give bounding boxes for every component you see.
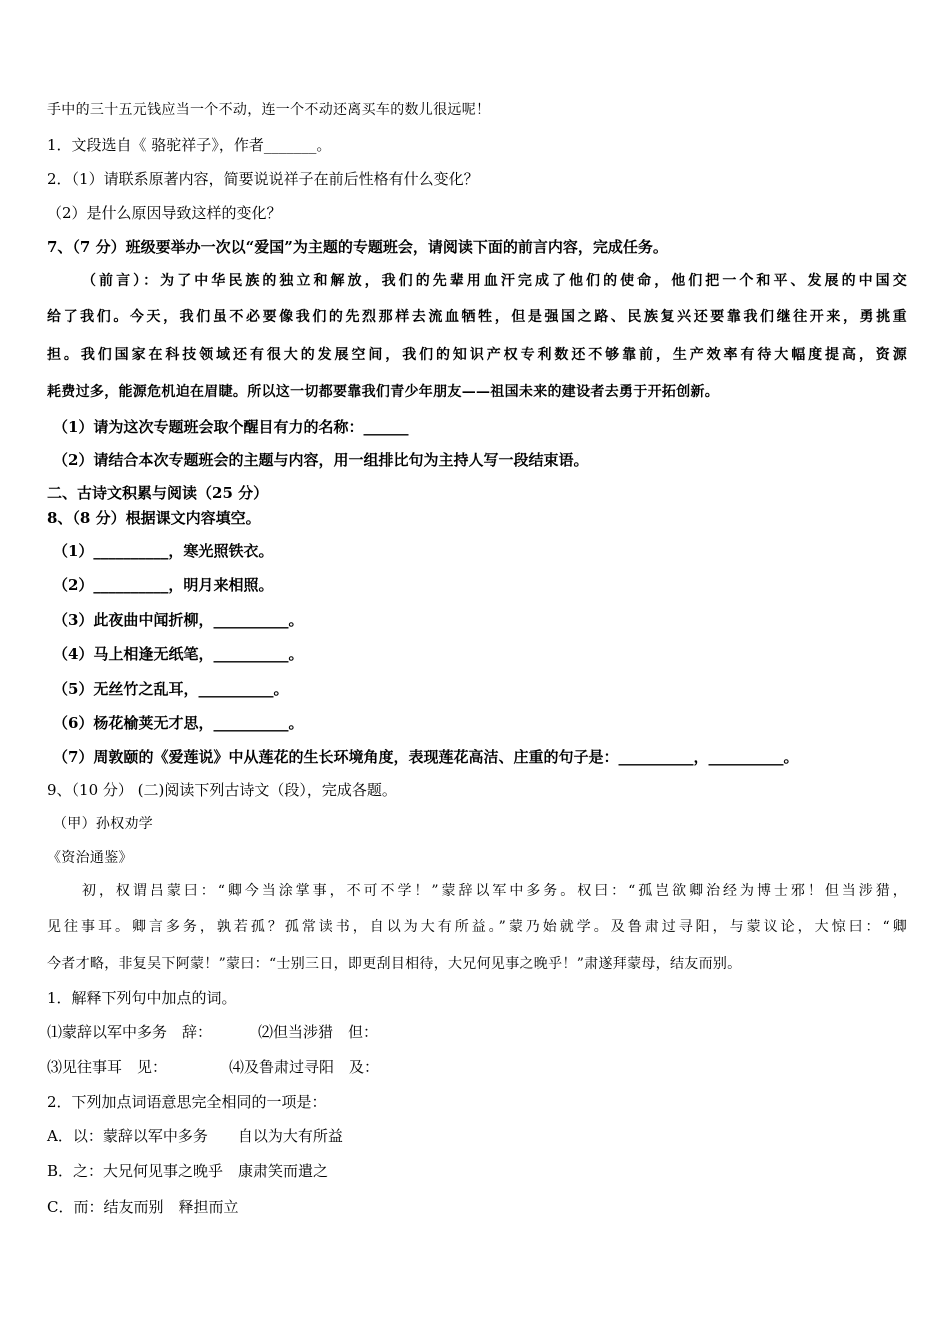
text-source: 《资治通鉴》: [47, 850, 133, 866]
question-9-heading: 9、（10 分） (二)阅读下列古诗文（段），完成各题。: [47, 781, 397, 799]
section-2-heading: 二、古诗文积累与阅读（25 分）: [47, 484, 269, 502]
sub-question-1: 1．解释下列句中加点的词。: [47, 989, 237, 1007]
question-8-item-3: （3）此夜曲中闻折柳，__________。: [53, 611, 304, 629]
question-8-item-4: （4）马上相逢无纸笔，__________。: [53, 645, 304, 663]
sub-question-1-row-1: [47, 1021, 907, 1043]
classical-text-line-1: 初，权谓吕蒙曰：“卿今当涂掌事，不可不学！”蒙辞以军中多务。权曰：“孤岂欲卿治经为博士邪！但当涉猎，: [82, 883, 907, 899]
option-c: C．而：结友而别 释担而立: [47, 1198, 239, 1216]
question-8-heading: 8、（8 分）根据课文内容填空。: [47, 509, 261, 527]
option-b: B．之：大兄何见事之晚乎 康肃笑而遣之: [47, 1162, 329, 1180]
sub-question-2: 2．下列加点词语意思完全相同的一项是：: [47, 1093, 327, 1111]
question-8-item-7: （7）周敦颐的《爱莲说》中从莲花的生长环境角度，表现莲花高洁、庄重的句子是：__________，__________。: [53, 748, 799, 766]
classical-text-line-2: 见往事耳。卿言多务，孰若孤？孤常读书，自以为大有所益。”蒙乃始就学。及鲁肃过寻阳，与蒙议论，大惊曰：“卿: [47, 919, 907, 935]
sub-question-1-row-2: [47, 1056, 907, 1078]
question-7-task-2: （2）请结合本次专题班会的主题与内容，用一组排比句为主持人写一段结束语。: [53, 451, 589, 469]
question-7-task-1: （1）请为这次专题班会取个醒目有力的名称：______: [53, 418, 409, 436]
preface-line-4: 耗费过多，能源危机迫在眉睫。所以这一切都要靠我们青少年朋友——祖国未来的建设者去勇于开拓创新。: [47, 384, 720, 400]
preface-line-2: 给了我们。今天，我们虽不必要像我们的先烈那样去流血牺牲，但是强国之路、民族复兴还要靠我们继往开来，勇挑重: [47, 309, 907, 325]
question-1-author: 1．文段选自《 骆驼祥子》，作者_______。: [47, 136, 332, 154]
question-8-item-6: （6）杨花榆荚无才思，__________。: [53, 714, 304, 732]
question-2-part2: （2）是什么原因导致这样的变化？: [47, 204, 282, 222]
classical-text-line-3: 今者才略，非复吴下阿蒙！”蒙曰：“士别三日，即更刮目相待，大兄何见事之晚乎！”肃遂拜蒙母，结友而别。: [47, 956, 742, 972]
preface-line-3: 担。我们国家在科技领域还有很大的发展空间，我们的知识产权专利数还不够靠前，生产效率有待大幅度提高，资源: [47, 347, 907, 363]
question-8-item-2: （2）__________，明月来相照。: [53, 576, 274, 594]
passage-last-line: 手中的三十五元钱应当一个不动，连一个不动还离买车的数儿很远呢！: [47, 102, 491, 118]
word-item-3: ⑶见往事耳 见：: [47, 1058, 168, 1076]
question-2-part1: 2．（1）请联系原著内容，简要说说祥子在前后性格有什么变化？: [47, 170, 479, 188]
question-8-item-5: （5）无丝竹之乱耳，__________。: [53, 680, 289, 698]
text-title-sun-quan: （甲）孙权劝学: [53, 816, 154, 832]
word-item-4: ⑷及鲁肃过寻阳 及：: [229, 1058, 380, 1076]
preface-line-1: （前言）：为了中华民族的独立和解放，我们的先辈用血汗完成了他们的使命，他们把一个和平、发展的中国交: [82, 273, 907, 289]
question-7-heading: 7、（7 分）班级要举办一次以“爱国”为主题的专题班会，请阅读下面的前言内容，完成任务。: [47, 238, 668, 256]
question-8-item-1: （1）__________，寒光照铁衣。: [53, 542, 274, 560]
word-item-1: ⑴蒙辞以军中多务 辞：: [47, 1023, 213, 1041]
word-item-2: ⑵但当涉猎 但：: [258, 1023, 379, 1041]
option-a: A．以：蒙辞以军中多务 自以为大有所益: [47, 1127, 343, 1145]
